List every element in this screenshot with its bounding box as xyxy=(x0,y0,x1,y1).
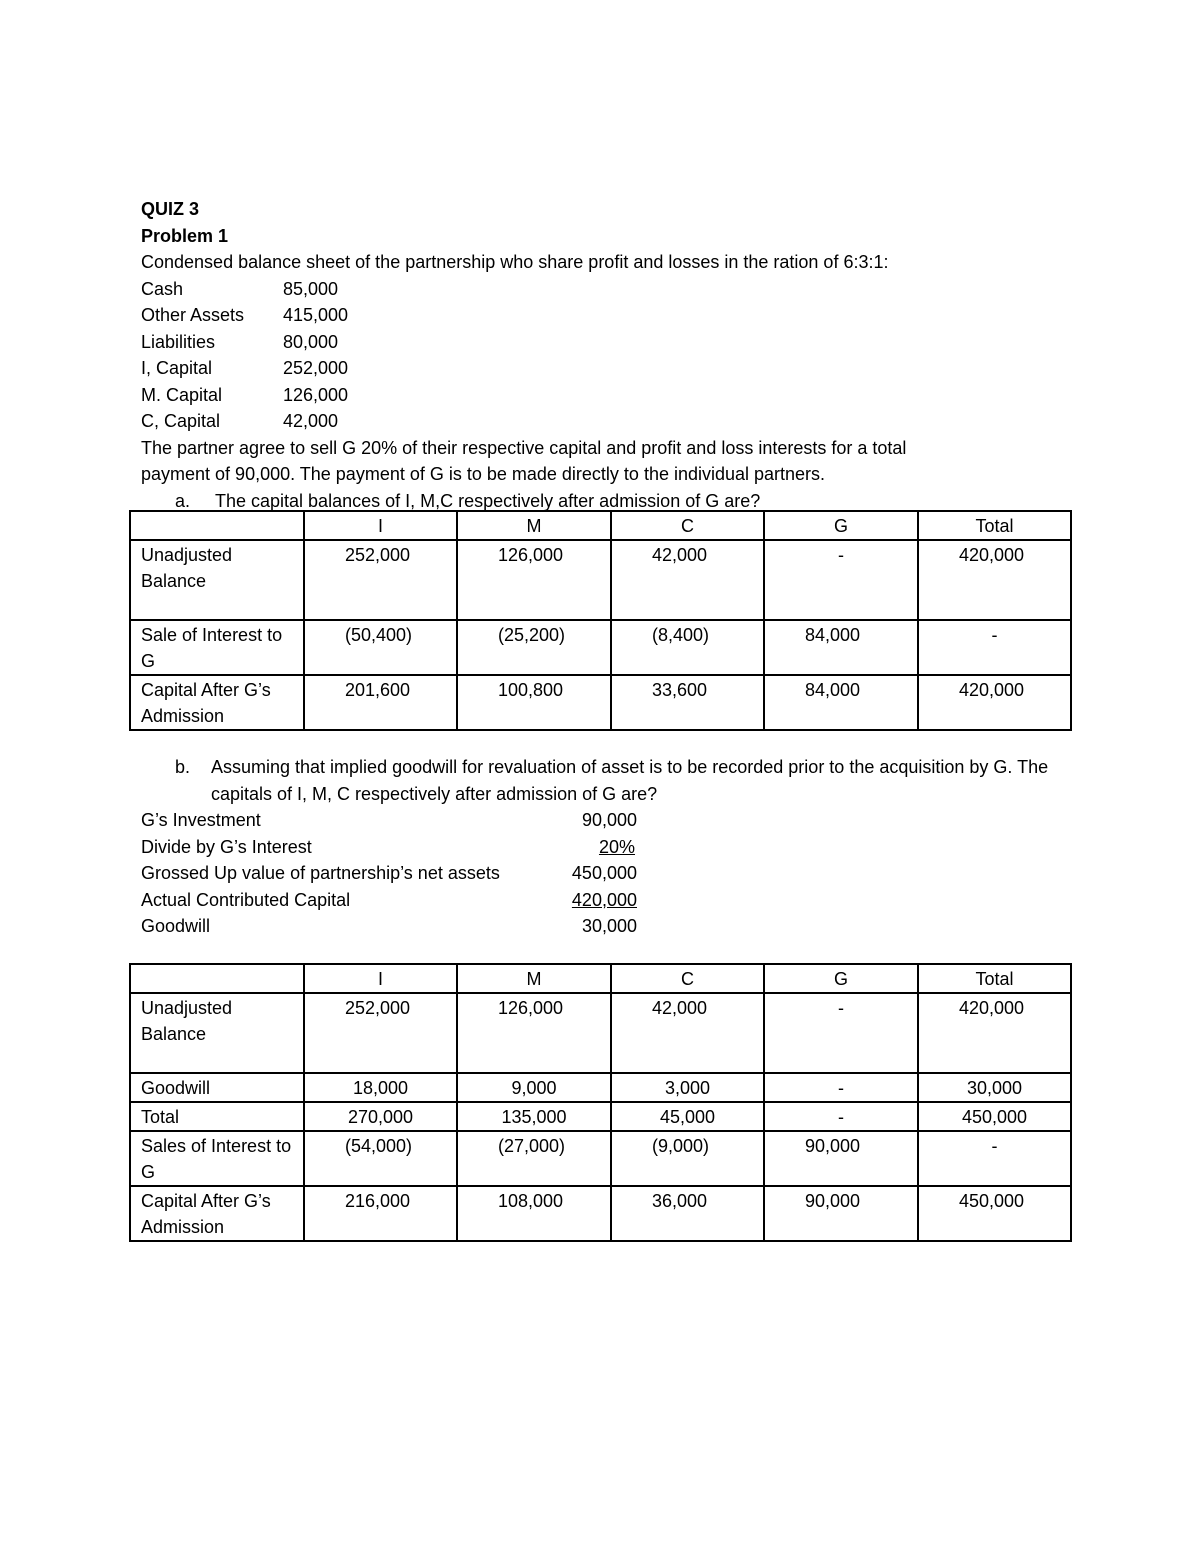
header-cell: G xyxy=(764,964,918,993)
cell: (8,400) xyxy=(611,620,764,675)
header-cell: I xyxy=(304,511,457,540)
calc-value: 450,000 xyxy=(571,863,637,883)
row-label: Unadjusted Balance xyxy=(130,993,304,1073)
cell: (27,000) xyxy=(457,1131,611,1186)
balance-row xyxy=(141,302,1071,329)
balance-label: Other Assets xyxy=(141,305,245,325)
balance-row xyxy=(141,382,1071,409)
calc-row xyxy=(141,860,1071,887)
cell: 84,000 xyxy=(764,675,918,730)
cell: 33,600 xyxy=(611,675,764,730)
table-row xyxy=(130,993,1071,1073)
balance-value: 415,000 xyxy=(283,305,349,325)
balance-label: M. Capital xyxy=(141,384,223,405)
agreement-text-line-2: payment of 90,000. The payment of G is to be made directly to the individual partners. xyxy=(141,464,826,484)
balance-label: C, Capital xyxy=(141,411,221,431)
table-row xyxy=(130,1073,1071,1102)
table-row xyxy=(130,620,1071,675)
table-row xyxy=(130,1186,1071,1241)
calc-label: Goodwill xyxy=(141,916,211,936)
balance-value: 80,000 xyxy=(283,331,339,352)
calc-label: Divide by G’s Interest xyxy=(141,836,312,857)
header-cell: M xyxy=(457,964,611,993)
header-cell xyxy=(130,511,304,540)
cell: 108,000 xyxy=(457,1186,611,1241)
cell: - xyxy=(764,1102,918,1131)
calc-row xyxy=(141,887,1071,914)
balance-label: Cash xyxy=(141,278,184,299)
part-b-text: Assuming that implied goodwill for revaluation of asset is to be recorded prior to the acquisition by G. The capitals of I, M, C respectively after admission of G are? xyxy=(211,757,1049,804)
balance-value: 126,000 xyxy=(283,384,349,405)
cell: 18,000 xyxy=(304,1073,457,1102)
cell: - xyxy=(918,620,1071,675)
table-row xyxy=(130,1131,1071,1186)
header-cell: C xyxy=(611,511,764,540)
part-b-marker: b. xyxy=(175,757,191,777)
cell: 126,000 xyxy=(457,540,611,620)
header-cell: C xyxy=(611,964,764,993)
cell: 126,000 xyxy=(457,993,611,1073)
cell: - xyxy=(764,1073,918,1102)
cell: 100,800 xyxy=(457,675,611,730)
cell: (9,000) xyxy=(611,1131,764,1186)
part-b-section xyxy=(141,754,1071,940)
cell: 252,000 xyxy=(304,540,457,620)
cell: 84,000 xyxy=(764,620,918,675)
cell: 30,000 xyxy=(918,1073,1071,1102)
balance-sheet xyxy=(141,276,1071,435)
balance-row xyxy=(141,408,1071,435)
cell: 9,000 xyxy=(457,1073,611,1102)
balance-value: 85,000 xyxy=(283,278,339,299)
quiz-title: QUIZ 3 xyxy=(141,199,200,219)
header-cell: M xyxy=(457,511,611,540)
balance-value: 252,000 xyxy=(283,358,349,378)
row-label: Capital After G’s Admission xyxy=(130,675,304,730)
row-label: Total xyxy=(130,1102,304,1131)
row-label: Unadjusted Balance xyxy=(130,540,304,620)
problem-title: Problem 1 xyxy=(141,225,229,246)
cell: 36,000 xyxy=(611,1186,764,1241)
balance-label: I, Capital xyxy=(141,358,213,378)
cell: 252,000 xyxy=(304,993,457,1073)
balance-value: 42,000 xyxy=(283,411,339,431)
balance-label: Liabilities xyxy=(141,331,216,352)
header-cell: I xyxy=(304,964,457,993)
intro-text: Condensed balance sheet of the partnership who share profit and losses in the ration of 6:3:1: xyxy=(141,252,889,272)
balance-row xyxy=(141,276,1071,303)
calc-label: G’s Investment xyxy=(141,810,261,830)
header-cell: G xyxy=(764,511,918,540)
row-label: Goodwill xyxy=(130,1073,304,1102)
part-b-question xyxy=(175,754,1071,807)
header-cell: Total xyxy=(918,964,1071,993)
goodwill-calculation xyxy=(141,807,1071,940)
cell: 450,000 xyxy=(918,1186,1071,1241)
cell: 45,000 xyxy=(611,1102,764,1131)
capital-table-b xyxy=(129,963,1072,1242)
cell: 201,600 xyxy=(304,675,457,730)
calc-row xyxy=(141,913,1071,940)
cell: 42,000 xyxy=(611,540,764,620)
calc-label: Actual Contributed Capital xyxy=(141,889,351,910)
agreement-text-line-1: The partner agree to sell G 20% of their respective capital and profit and loss interests for a total xyxy=(141,437,907,458)
cell: - xyxy=(918,1131,1071,1186)
calc-value: 30,000 xyxy=(581,916,637,936)
balance-row xyxy=(141,355,1071,382)
cell: - xyxy=(764,993,918,1073)
cell: (50,400) xyxy=(304,620,457,675)
cell: 270,000 xyxy=(304,1102,457,1131)
header-cell xyxy=(130,964,304,993)
cell: 450,000 xyxy=(918,1102,1071,1131)
calc-row xyxy=(141,807,1071,834)
cell: 135,000 xyxy=(457,1102,611,1131)
cell: 420,000 xyxy=(918,540,1071,620)
row-label: Capital After G’s Admission xyxy=(130,1186,304,1241)
table-header-row xyxy=(130,511,1071,540)
cell: 216,000 xyxy=(304,1186,457,1241)
table-row xyxy=(130,675,1071,730)
part-a-marker: a. xyxy=(175,490,191,511)
cell: (54,000) xyxy=(304,1131,457,1186)
calc-value: 20% xyxy=(598,836,635,857)
row-label: Sale of Interest to G xyxy=(130,620,304,675)
cell: 3,000 xyxy=(611,1073,764,1102)
cell: 90,000 xyxy=(764,1186,918,1241)
header-cell: Total xyxy=(918,511,1071,540)
calc-label: Grossed Up value of partnership’s net assets xyxy=(141,863,500,883)
table-row xyxy=(130,1102,1071,1131)
row-label: Sales of Interest to G xyxy=(130,1131,304,1186)
cell: 420,000 xyxy=(918,675,1071,730)
capital-table-a xyxy=(129,510,1072,731)
calc-value: 90,000 xyxy=(581,810,637,830)
document-page xyxy=(141,196,1071,514)
table-header-row xyxy=(130,964,1071,993)
table-row xyxy=(130,540,1071,620)
cell: 90,000 xyxy=(764,1131,918,1186)
balance-row xyxy=(141,329,1071,356)
cell: 420,000 xyxy=(918,993,1071,1073)
cell: 42,000 xyxy=(611,993,764,1073)
cell: (25,200) xyxy=(457,620,611,675)
calc-row xyxy=(141,834,1071,861)
part-a-text: The capital balances of I, M,C respectively after admission of G are? xyxy=(215,490,761,511)
calc-value: 420,000 xyxy=(571,889,637,910)
cell: - xyxy=(764,540,918,620)
